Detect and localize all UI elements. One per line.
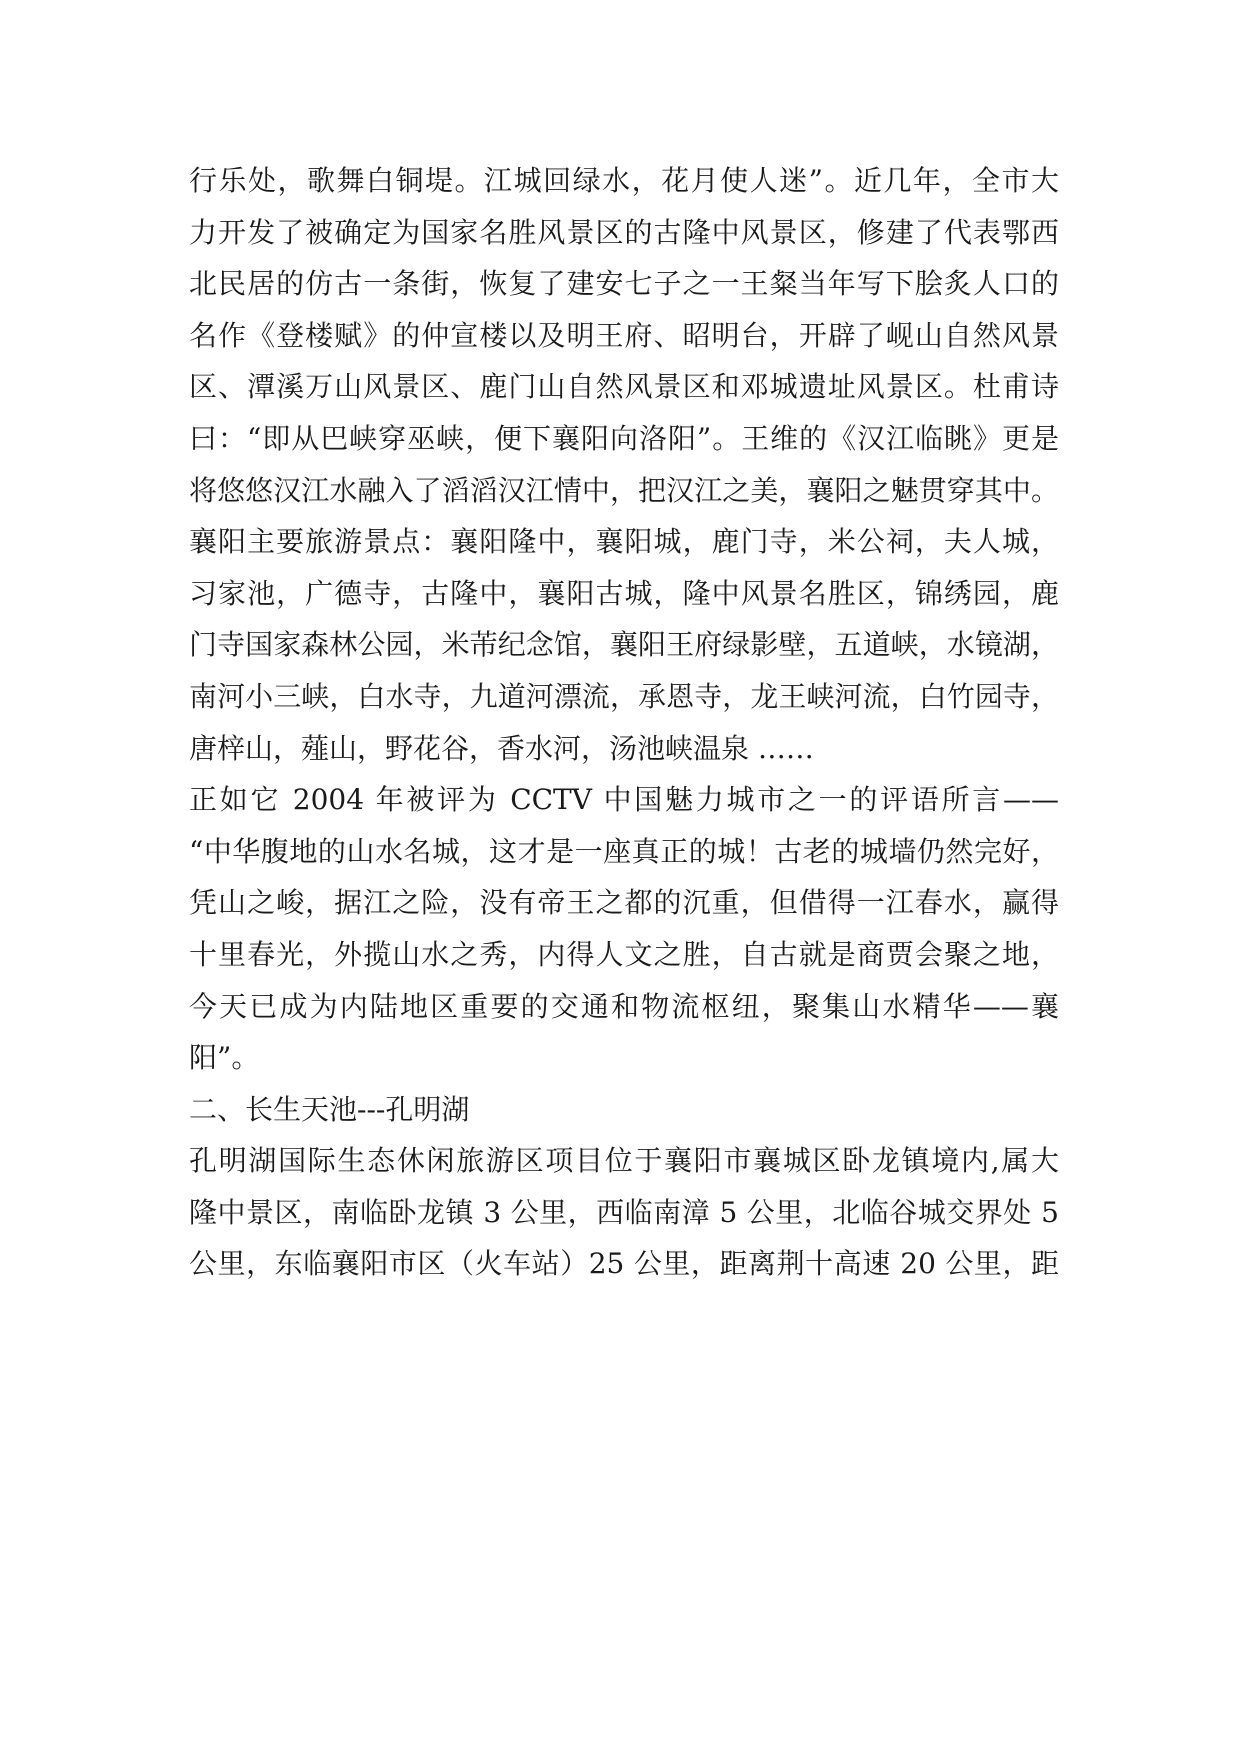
text-line: 凭山之峻，据江之险，没有帝王之都的沉重，但借得一江春水，赢得: [189, 886, 1059, 920]
text-line: 今天已成为内陆地区重要的交通和物流枢纽，聚集山水精华——襄: [189, 989, 1059, 1023]
text-line: 公里，东临襄阳市区（火车站）25 公里，距离荆十高速 20 公里，距: [189, 1247, 1059, 1281]
text-line: 将悠悠汉江水融入了滔滔汉江情中，把汉江之美，襄阳之魅贯穿其中。: [189, 473, 1059, 507]
text-line: 习家池，广德寺，古隆中，襄阳古城，隆中风景名胜区，锦绣园，鹿: [189, 576, 1059, 610]
text-line: 门寺国家森林公园，米芾纪念馆，襄阳王府绿影壁，五道峡，水镜湖，: [189, 628, 1059, 662]
text-line: 襄阳主要旅游景点：襄阳隆中，襄阳城，鹿门寺，米公祠，夫人城，: [189, 525, 1059, 559]
document-body: [189, 155, 1059, 1290]
text-line: 力开发了被确定为国家名胜风景区的古隆中风景区，修建了代表鄂西: [189, 215, 1059, 249]
text-line: 唐梓山，薤山，野花谷，香水河，汤池峡温泉 ……: [189, 731, 814, 765]
text-line: 名作《登楼赋》的仲宣楼以及明王府、昭明台，开辟了岘山自然风景: [189, 318, 1059, 352]
text-line: 曰：“即从巴峡穿巫峡，便下襄阳向洛阳”。王维的《汉江临眺》更是: [189, 421, 1059, 455]
text-line: 行乐处，歌舞白铜堤。江城回绿水，花月使人迷”。近几年，全市大: [189, 164, 1059, 197]
text-line: 阳”。: [189, 1041, 260, 1075]
text-line: 北民居的仿古一条街，恢复了建安七子之一王粲当年写下脍炙人口的: [189, 267, 1059, 301]
text-line: 南河小三峡，白水寺，九道河漂流，承恩寺，龙王峡河流，白竹园寺，: [189, 679, 1059, 713]
text-line: “中华腹地的山水名城，这才是一座真正的城！古老的城墙仍然完好，: [189, 834, 1059, 868]
text-line: 十里春光，外揽山水之秀，内得人文之胜，自古就是商贾会聚之地，: [189, 937, 1059, 971]
text-line: 孔明湖国际生态休闲旅游区项目位于襄阳市襄城区卧龙镇境内,属大: [189, 1144, 1059, 1178]
section-heading: 二、长生天池---孔明湖: [189, 1092, 470, 1126]
text-line: 正如它 2004 年被评为 CCTV 中国魅力城市之一的评语所言——: [189, 783, 1059, 817]
text-line: 隆中景区，南临卧龙镇 3 公里，西临南漳 5 公里，北临谷城交界处 5: [189, 1195, 1059, 1229]
text-line: 区、潭溪万山风景区、鹿门山自然风景区和邓城遗址风景区。杜甫诗: [189, 370, 1059, 404]
